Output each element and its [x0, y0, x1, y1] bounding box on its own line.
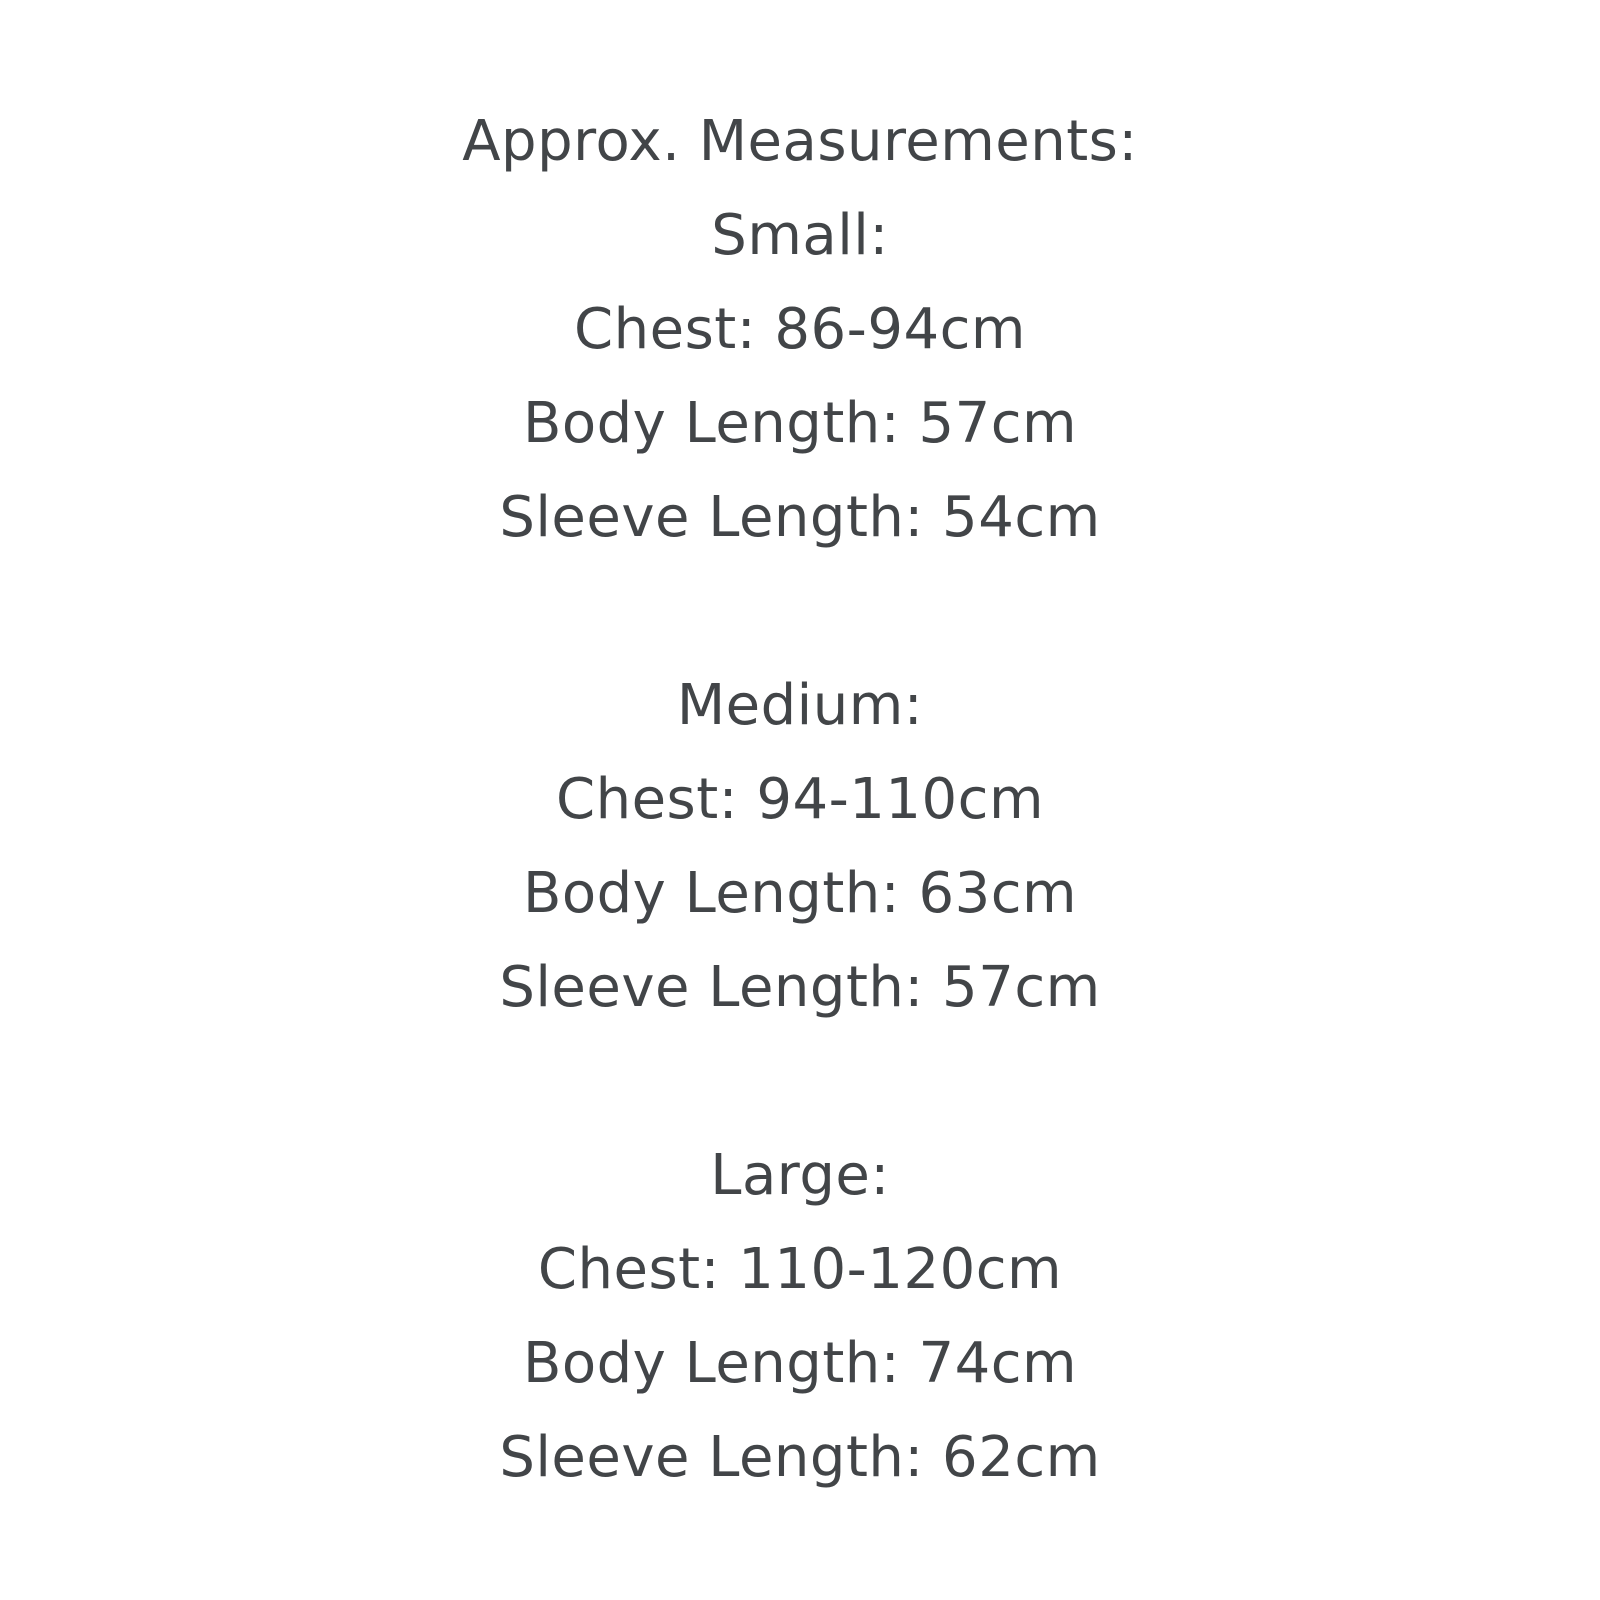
size-small-label: Small: [711, 203, 889, 268]
size-large-chest: Chest: 110-120cm [537, 1237, 1063, 1302]
size-small-sleeve-length: Sleeve Length: 54cm [499, 485, 1101, 550]
measurements-title: Approx. Measurements: [462, 109, 1138, 174]
size-medium-chest: Chest: 94-110cm [555, 767, 1045, 832]
size-large-body-length: Body Length: 74cm [522, 1331, 1078, 1396]
section-gap [0, 565, 1600, 659]
section-gap [0, 1035, 1600, 1129]
size-medium-sleeve-length: Sleeve Length: 57cm [499, 955, 1101, 1020]
size-small-body-length: Body Length: 57cm [522, 391, 1078, 456]
size-medium-label: Medium: [676, 673, 924, 738]
size-small-chest: Chest: 86-94cm [574, 297, 1026, 362]
size-large-sleeve-length: Sleeve Length: 62cm [499, 1425, 1101, 1490]
size-medium-body-length: Body Length: 63cm [522, 861, 1078, 926]
size-large-label: Large: [710, 1143, 890, 1208]
